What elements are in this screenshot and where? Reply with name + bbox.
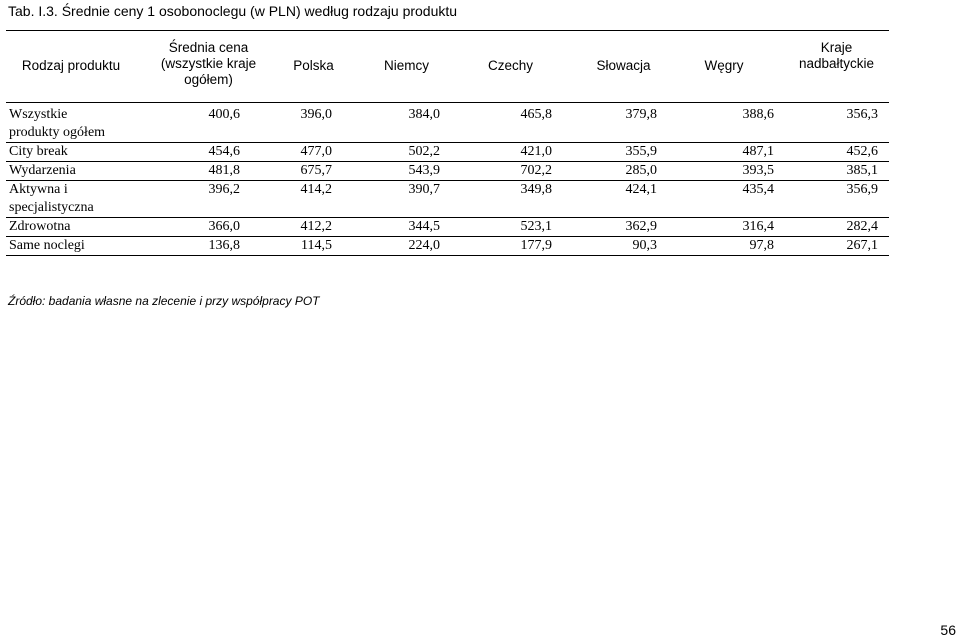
table-cell: 481,8 [208, 163, 240, 178]
header-czechia: Czechy [487, 58, 533, 73]
table-cell: 452,6 [846, 144, 878, 159]
table-cell: 400,6 [208, 107, 240, 122]
table-cell: 136,8 [208, 238, 240, 253]
table-cell: 379,8 [625, 107, 657, 122]
table-cell: 349,8 [520, 182, 552, 197]
table-cell: 396,0 [300, 107, 332, 122]
table-cell: 396,2 [208, 182, 240, 197]
table-cell: 435,4 [742, 182, 774, 197]
table-cell: 316,4 [742, 219, 774, 234]
table-cell: 543,9 [408, 163, 440, 178]
header-product-type: Rodzaj produktu [21, 58, 121, 73]
row-border [6, 180, 889, 181]
table-cell: 267,1 [846, 238, 878, 253]
header-bottom-border [6, 102, 889, 103]
header-average-price: Średnia cena (wszystkie kraje ogółem) [160, 40, 257, 87]
table-cell: 523,1 [520, 219, 552, 234]
table-row [6, 106, 889, 142]
table-row [6, 162, 889, 180]
row-border [6, 142, 889, 143]
source-note: Źródło: badania własne na zlecenie i przy współpracy POT [8, 294, 320, 308]
table-cell: 454,6 [208, 144, 240, 159]
table-cell: 702,2 [520, 163, 552, 178]
table-cell: 366,0 [208, 219, 240, 234]
table-title: Tab. I.3. Średnie ceny 1 osobonoclegu (w PLN) według rodzaju produktu [8, 3, 458, 19]
row-label: Wszystkie produkty ogółem [9, 107, 106, 140]
table-cell: 177,9 [520, 238, 552, 253]
row-label: Aktywna i specjalistyczna [9, 182, 94, 215]
row-label: Wydarzenia [9, 163, 76, 178]
table-cell: 414,2 [300, 182, 332, 197]
table-cell: 675,7 [300, 163, 332, 178]
table-row [6, 181, 889, 217]
table-cell: 285,0 [625, 163, 657, 178]
table-cell: 282,4 [846, 219, 878, 234]
table-row [6, 218, 889, 236]
table-cell: 114,5 [301, 238, 332, 253]
header-slovakia: Słowacja [596, 58, 651, 73]
row-label: Same noclegi [9, 238, 85, 253]
row-border [6, 255, 889, 256]
table-cell: 355,9 [625, 144, 657, 159]
table-cell: 344,5 [408, 219, 440, 234]
table-top-border [6, 30, 889, 31]
table-cell: 465,8 [520, 107, 552, 122]
table-cell: 384,0 [408, 107, 440, 122]
table-cell: 412,2 [300, 219, 332, 234]
header-germany: Niemcy [383, 58, 429, 73]
table-cell: 224,0 [408, 238, 440, 253]
row-label: Zdrowotna [9, 219, 71, 234]
row-label: City break [9, 144, 68, 159]
header-baltic-states: Kraje nadbałtyckie [798, 40, 875, 71]
table-cell: 356,9 [846, 182, 878, 197]
table-cell: 388,6 [742, 107, 774, 122]
table-cell: 97,8 [749, 238, 774, 253]
header-hungary: Węgry [704, 58, 744, 73]
table-cell: 477,0 [300, 144, 332, 159]
table-row [6, 143, 889, 161]
table-row [6, 237, 889, 255]
table-cell: 390,7 [408, 182, 440, 197]
table-cell: 356,3 [846, 107, 878, 122]
row-border [6, 217, 889, 218]
table-cell: 90,3 [632, 238, 657, 253]
header-poland: Polska [293, 58, 334, 73]
table-cell: 424,1 [625, 182, 657, 197]
table-cell: 421,0 [520, 144, 552, 159]
table-cell: 362,9 [625, 219, 657, 234]
row-border [6, 161, 889, 162]
table-cell: 487,1 [742, 144, 774, 159]
table-cell: 502,2 [408, 144, 440, 159]
page-number: 56 [940, 622, 956, 638]
table-cell: 393,5 [742, 163, 774, 178]
table-cell: 385,1 [846, 163, 878, 178]
row-border [6, 236, 889, 237]
